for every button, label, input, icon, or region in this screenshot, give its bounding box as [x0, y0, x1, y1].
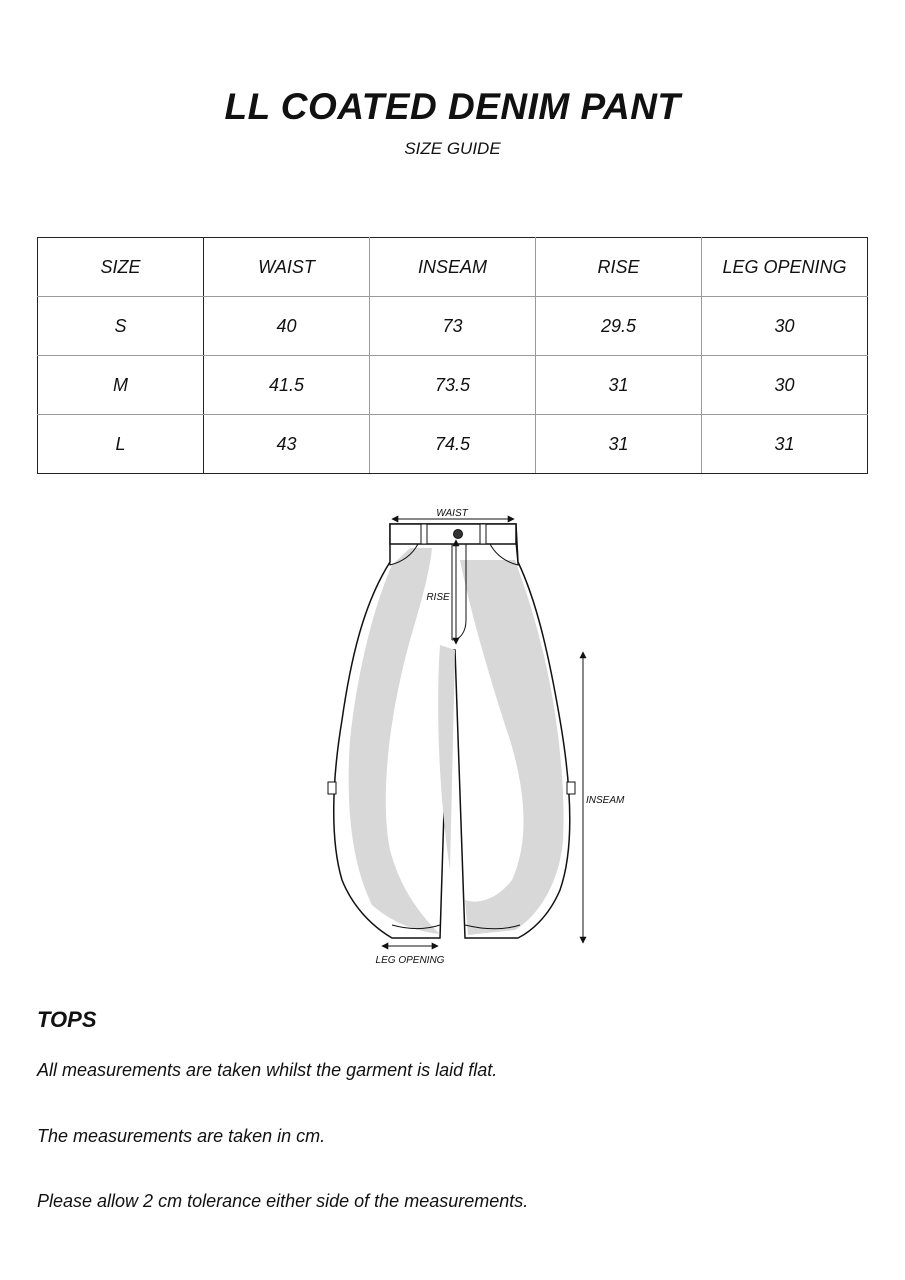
table-row — [38, 356, 868, 415]
table-cell: 43 — [204, 415, 370, 474]
inseam-label: INSEAM — [586, 795, 625, 806]
table-row — [38, 297, 868, 356]
table-cell: 31 — [536, 415, 702, 474]
page-title: LL COATED DENIM PANT — [224, 86, 681, 127]
table-cell: 41.5 — [204, 356, 370, 415]
column-header-leg-opening: LEG OPENING — [702, 238, 868, 297]
table-cell: 30 — [702, 356, 868, 415]
pant-diagram — [0, 490, 905, 980]
notes-title: TOPS — [37, 1007, 97, 1032]
table-row — [38, 415, 868, 474]
note-line: Please allow 2 cm tolerance either side of the measurements. — [37, 1191, 529, 1211]
table-header-row — [38, 238, 868, 297]
waist-label: WAIST — [436, 508, 468, 519]
rise-label: RISE — [426, 592, 450, 603]
table-cell: 31 — [536, 356, 702, 415]
side-tab — [567, 782, 575, 794]
note-line: The measurements are taken in cm. — [37, 1126, 326, 1146]
table-cell: 40 — [204, 297, 370, 356]
page-subtitle: SIZE GUIDE — [404, 139, 501, 158]
side-tab — [328, 782, 336, 794]
table-cell: 73 — [370, 297, 536, 356]
belt-loop — [480, 524, 486, 544]
table-cell: L — [38, 415, 204, 474]
button-icon — [454, 530, 463, 539]
table-cell: 29.5 — [536, 297, 702, 356]
table-cell: M — [38, 356, 204, 415]
belt-loop — [421, 524, 427, 544]
pant-illustration — [328, 524, 575, 938]
table-cell: 73.5 — [370, 356, 536, 415]
note-line: All measurements are taken whilst the garment is laid flat. — [37, 1060, 498, 1080]
table-cell: 31 — [702, 415, 868, 474]
column-header-rise: RISE — [536, 238, 702, 297]
column-header-size: SIZE — [38, 238, 204, 297]
column-header-waist: WAIST — [204, 238, 370, 297]
table-cell: S — [38, 297, 204, 356]
leg-opening-label: LEG OPENING — [375, 955, 445, 966]
size-table — [37, 237, 868, 474]
table-cell: 74.5 — [370, 415, 536, 474]
column-header-inseam: INSEAM — [370, 238, 536, 297]
table-cell: 30 — [702, 297, 868, 356]
